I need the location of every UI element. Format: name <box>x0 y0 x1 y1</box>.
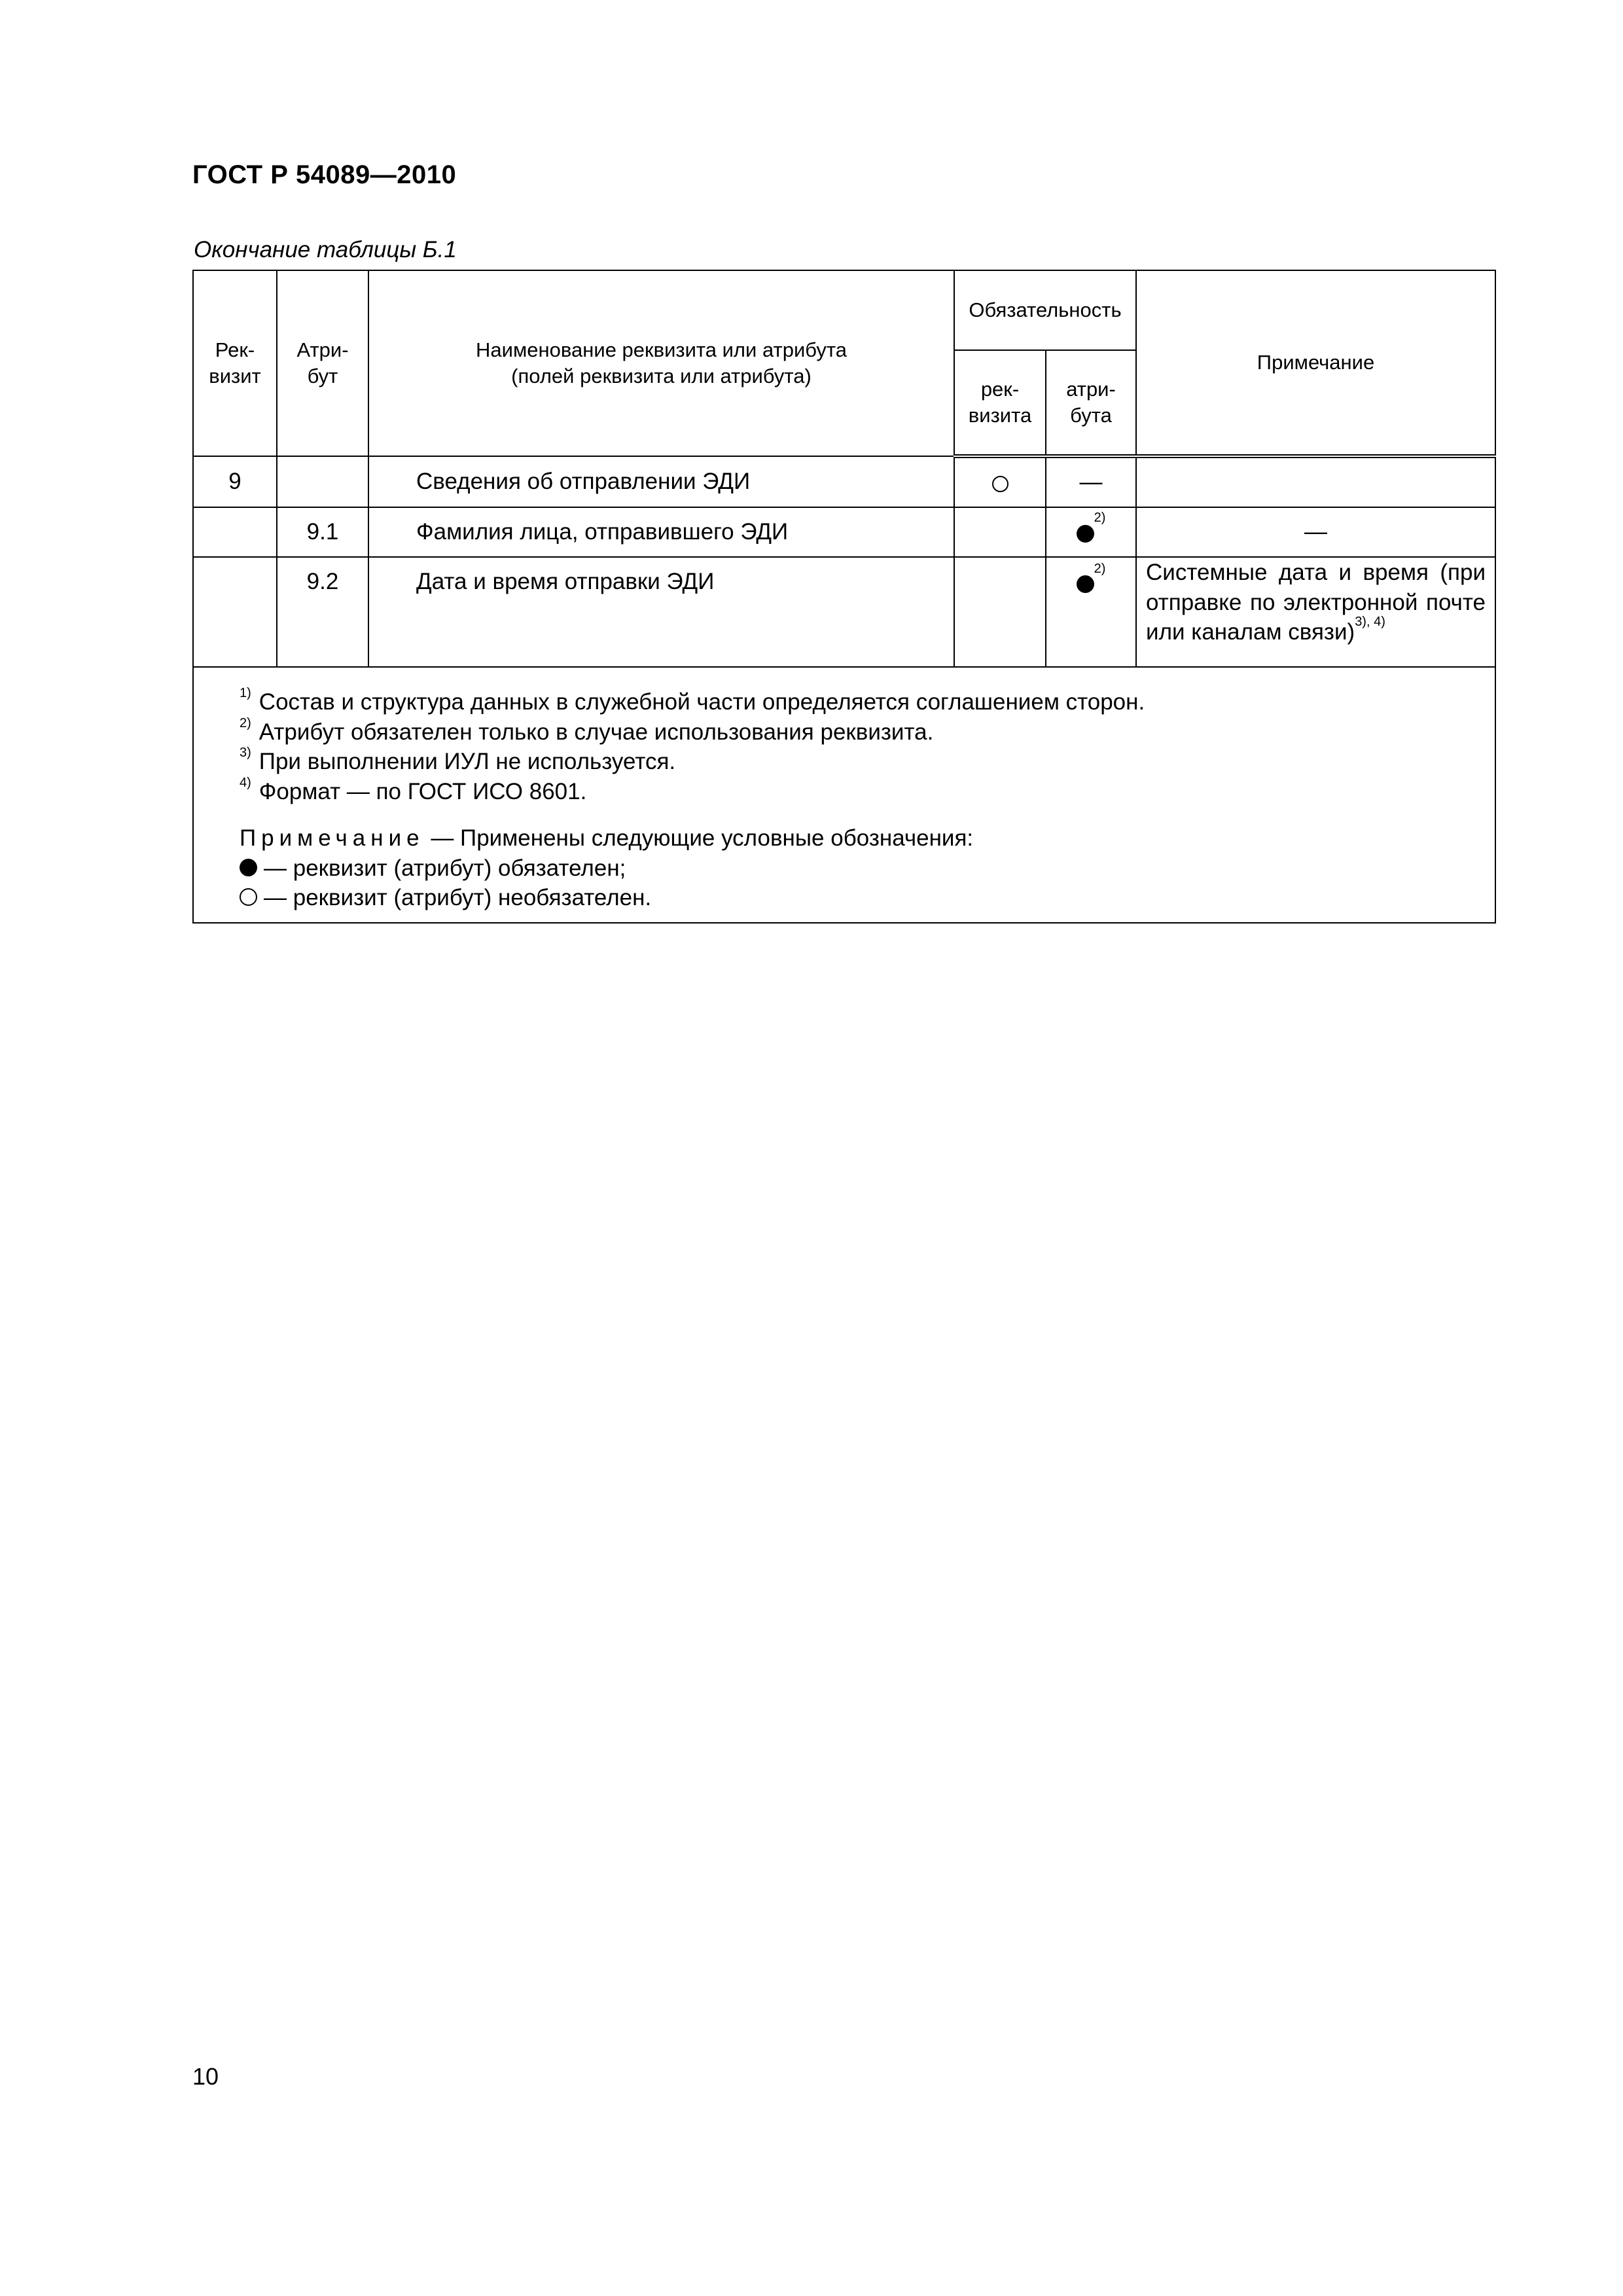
oblig-atribut-cell <box>1046 557 1136 667</box>
footnote-ref: 2) <box>1094 511 1106 526</box>
note-cell: — <box>1136 507 1495 557</box>
note-cell <box>1136 456 1495 507</box>
oblig-atribut-cell: — <box>1046 456 1136 507</box>
footnote-ref: 2) <box>1094 562 1106 576</box>
footnotes-row <box>193 667 1495 923</box>
legend-note: Примечание — Применены следующие условные обозначения: <box>240 825 974 851</box>
footnote-item: $^{4)}$ Формат — по ГОСТ ИСО 8601. <box>240 775 587 804</box>
document-standard-title: ГОСТ Р 54089—2010 <box>192 160 457 189</box>
table-row <box>193 456 1495 507</box>
col-header-name: Наименование реквизита или атрибута (полей реквизита или атрибута) <box>368 270 954 456</box>
footnote-ref: 3), 4) <box>1355 615 1385 629</box>
atribut-cell: 9.1 <box>277 507 368 557</box>
mandatory-dot-icon <box>240 859 257 876</box>
table-caption: Окончание таблицы Б.1 <box>194 237 457 262</box>
col-header-oblig-atribut: атри- бута <box>1046 350 1136 456</box>
name-cell: Дата и время отправки ЭДИ <box>368 557 954 667</box>
atribut-cell <box>277 456 368 507</box>
mandatory-dot-icon <box>1077 575 1094 593</box>
oblig-rekvizit-cell <box>954 507 1046 557</box>
note-cell: Системные дата и время (при отправке по электронной почте или каналам связи)$^{3), 4)}$ <box>1136 557 1495 667</box>
optional-circle-icon <box>240 888 257 906</box>
name-cell: Сведения об отправлении ЭДИ <box>368 456 954 507</box>
atribut-cell: 9.2 <box>277 557 368 667</box>
table-header-row <box>193 270 1495 350</box>
col-header-atribut: Атри- бут <box>277 270 368 456</box>
table-row <box>193 557 1495 667</box>
rekvizit-cell: 9 <box>193 456 277 507</box>
footnote-item: $^{1)}$ Состав и структура данных в служебной части определяется соглашением сторон. <box>240 686 1145 715</box>
footnote-item: $^{3)}$ При выполнении ИУЛ не используется. <box>240 745 676 774</box>
legend-item-mandatory: — реквизит (атрибут) обязателен; <box>240 853 1495 884</box>
rekvizit-cell <box>193 507 277 557</box>
oblig-rekvizit-cell <box>954 456 1046 507</box>
optional-circle-icon <box>992 476 1008 492</box>
rekvizit-cell <box>193 557 277 667</box>
oblig-atribut-cell <box>1046 507 1136 557</box>
col-header-oblig-rekvizit: рек- визита <box>954 350 1046 456</box>
note-label: Примечание <box>240 825 425 851</box>
col-header-note: Примечание <box>1136 270 1495 456</box>
footnote-item: $^{2)}$ Атрибут обязателен только в случае использования реквизита. <box>240 715 934 745</box>
footnotes-cell <box>193 667 1495 923</box>
col-header-rekvizit: Рек- визит <box>193 270 277 456</box>
mandatory-dot-icon <box>1077 525 1094 543</box>
page-number: 10 <box>192 2063 219 2090</box>
oblig-rekvizit-cell <box>954 557 1046 667</box>
name-cell: Фамилия лица, отправившего ЭДИ <box>368 507 954 557</box>
legend-item-optional: — реквизит (атрибут) необязателен. <box>240 883 1495 913</box>
requisites-table <box>192 270 1496 924</box>
col-header-obligation: Обязательность <box>954 270 1136 350</box>
table-row <box>193 507 1495 557</box>
